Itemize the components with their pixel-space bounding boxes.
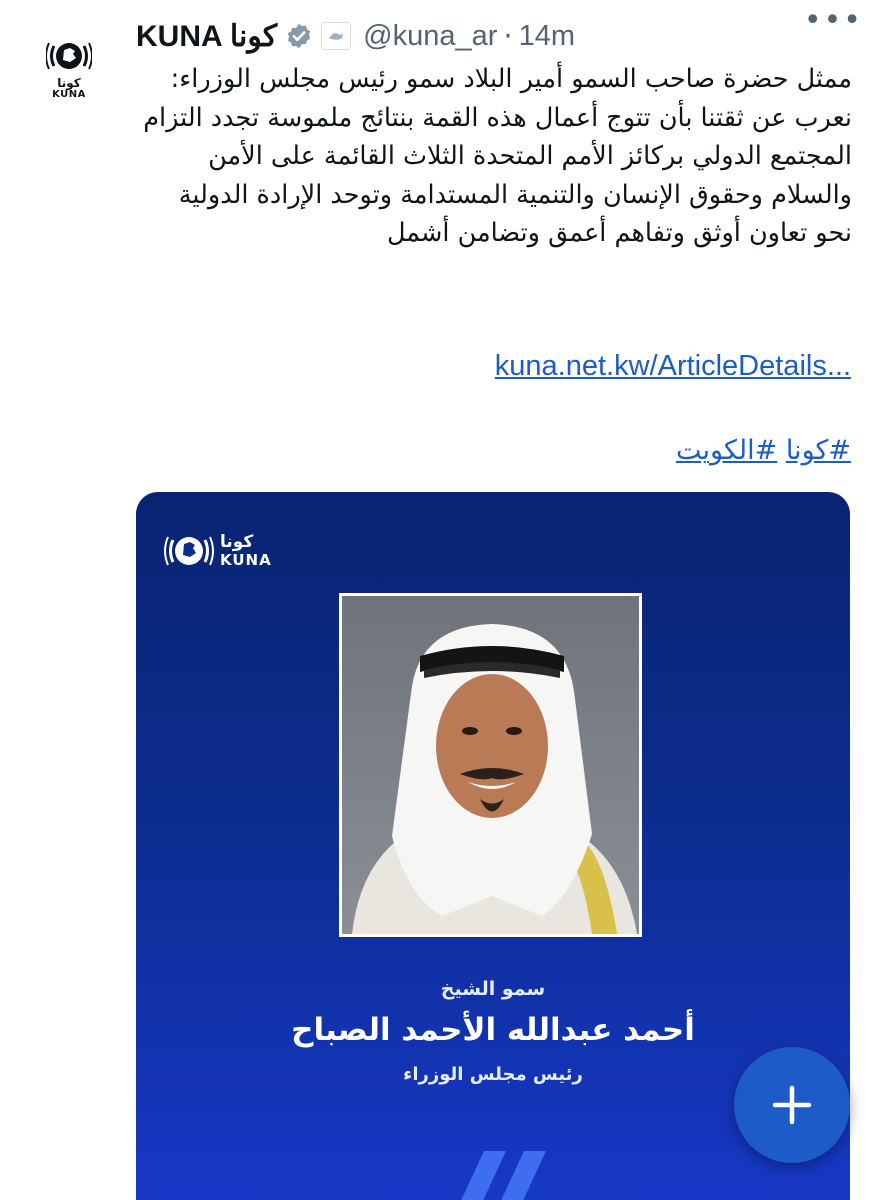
hashtag-link[interactable]: #كونا [785, 435, 851, 466]
hashtags [676, 435, 851, 466]
compose-button[interactable] [734, 1047, 850, 1163]
card-person-name: أحمد عبدالله الأحمد الصباح [291, 1012, 695, 1048]
hashtag-link[interactable]: #الكويت [675, 435, 778, 466]
tweet-timestamp[interactable]: 14m [518, 19, 576, 52]
verified-badge-icon[interactable] [285, 22, 313, 50]
author-display-name[interactable]: KUNA كونا [136, 19, 278, 53]
kuna-logo-icon [164, 528, 214, 574]
portrait-image [342, 596, 639, 934]
card-logo-arabic: كونا [220, 532, 254, 552]
plus-icon [771, 1084, 813, 1126]
card-logo [164, 526, 292, 576]
affiliate-badge-icon[interactable] [321, 22, 351, 50]
avatar-logo-arabic: كونا [57, 76, 81, 90]
portrait-frame [339, 593, 642, 937]
more-icon[interactable]: ••• [803, 3, 863, 38]
kuna-logo-icon [46, 36, 92, 76]
card-logo-english: KUNA [220, 551, 272, 569]
header-separator: · [503, 19, 513, 53]
slash-decoration-icon [436, 1147, 546, 1200]
avatar-logo-english: KUNA [52, 89, 86, 100]
author-handle[interactable]: @kuna_ar [363, 19, 498, 52]
author-avatar[interactable] [38, 36, 100, 102]
card-person-role: رئيس مجلس الوزراء [403, 1064, 583, 1085]
tweet-header [136, 14, 856, 58]
card-honorific: سمو الشيخ [440, 978, 546, 1000]
tweet-text: ممثل حضرة صاحب السمو أمير البلاد سمو رئيس مجلس الوزراء: نعرب عن ثقتنا بأن تتوج أعمال هذه القمة بنتائج ملموسة تجدد التزام المجتمع الدولي بركائز الأمم المتحدة الثلاث القائمة على الأمن والسلام وحقوق الإنسان والتنمية المستدامة وتوحد الإرادة الدولية نحو تعاون أوثق وتفاهم أعمق وتضامن أشمل [143, 64, 852, 248]
article-link[interactable]: kuna.net.kw/ArticleDetails... [494, 350, 851, 382]
